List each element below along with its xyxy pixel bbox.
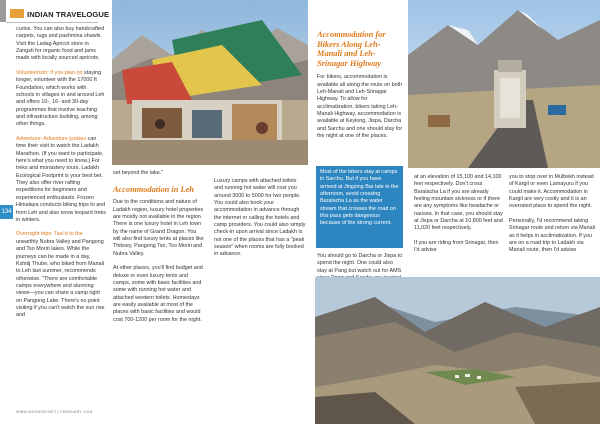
paragraph: Volunteerism: If you plan on staying longer, volunteer with the 17000 ft Foundation, which works with schools in villages in and around Leh and offers 10-, 16- and 30-day programmes that involve teaching and infrastructure building, among other things. — [16, 70, 105, 128]
section-heading: Accommodation for Bikers Along Leh-Manali and Leh-Srinagar Highway — [317, 30, 386, 68]
paragraph-lead: Overnight trips: Taxi it to the — [16, 231, 83, 238]
column-3 — [214, 178, 306, 266]
section-title: INDIAN TRAVELOGUE — [27, 10, 110, 19]
camp-photo — [112, 0, 308, 165]
column-2 — [113, 170, 205, 331]
column-5 — [414, 174, 504, 262]
page-number: 134 — [0, 205, 13, 219]
column-1 — [16, 26, 106, 327]
footer: WWW.WISHESH.NET | FEBRUARY 2018 — [16, 410, 93, 414]
paragraph: you to stop over in Mulbekh instead of Kargil or even Lamayuru if you could make it. Accommodation in Kargil are very costly and it is an overrated place to spend the night. — [509, 174, 594, 210]
paragraph: If you are riding from Srinagar, then I'd advise — [414, 240, 499, 254]
column-6 — [509, 174, 595, 262]
paragraph: You should go to Darcha or Jispa to spend the night. One could also stay at Pang but watch out for AMS — [317, 253, 403, 274]
paragraph: Due to the conditions and nature of Ladakh region, luxury hotel properties are mostly not available in the region. There is one luxury hotel in Leh town by the name of Grand Dragon. You will also find luxury tents at places like Thiksey, Pangong Tso, Tso Moriri and Nubra Valley. — [113, 199, 204, 257]
section-heading: Accommodation in Leh — [113, 184, 194, 194]
paragraph: Personally, I'd recommend taking Srinagar route and return via Manali as it helps in acclimatization. If you are on a road trip to Ladakh via Manali route, then I'd advise — [509, 218, 595, 254]
header-rule — [6, 22, 98, 23]
paragraph: For bikers, accommodation is available all along the route on both Leh-Manali and Leh-Srinagar Highway. To allow for acclimatization, bikers taking Leh-Manali Highway, accommodation is available at Keylong, Jispa, Darcha and Sarchu and one should stay for the night at one of the places. — [317, 74, 403, 140]
column-4 — [317, 30, 403, 148]
header-accent-block — [10, 9, 24, 18]
paragraph: at an elevation of 15,100 and 14,100 feet respectively. Don't cross Baralacha La if you are already feeling mountain sickness or if there are any symptoms like headache or nausea. In that case, you should stay at Jispa or Darcha at 10,800 feet and 11,020 feet respectively. — [414, 174, 504, 232]
paragraph: set beyond the lake." — [113, 170, 164, 176]
highway-photo — [408, 0, 600, 168]
paragraph: At other places, you'll find budget and deluxe or even luxury tents and camps, some with basic facilities and some with running hot water and attached western toilets. Homestays are easily available at most of the places with basic facilities and would cost 700-1200 per room for the night. — [113, 265, 203, 323]
paragraph: curios. You can also buy handcrafted carpets, rugs and pashmina shawls. Visit the Ladag Apricot store in Zangsti for organic food and jams made with locally sourced apricots. — [16, 26, 105, 62]
highlight-box — [316, 166, 403, 248]
paragraph: Luxury camps with attached toilets and running hot water will cost you around 3000 to 5000 for two people. You could also book your accommodation in advance through the internet or calling the hotels and camp providers. You could also simply check-in upon arrival since Ladakh is not one of the places that has a "peak season" when rooms are fully booked in advance. — [214, 178, 306, 258]
header-side-bar — [0, 0, 6, 22]
paragraph-lead: Adventure: Adventure junkies — [16, 136, 87, 143]
paragraph: Adventure: Adventure junkies can time their visit to watch the Ladakh Marathon. (If you want to participate, here's what you need to know.) For treks and monastery tours, Ladakh Ecological Footprint is your best bet. They also offer river rafting expeditions for beginners and experienced enthusiasts. Frozen Himalaya conducts biking trips to and from Leh and also snow leopard treks in winters. — [16, 136, 106, 223]
valley-photo — [315, 277, 600, 424]
paragraph: Overnight trips: Taxi it to the unearthly Nubra Valley and Pangong and Tso Moriri lakes. While the journeys can be made in a day, Kshitij Thube, who biked from Manali to Leh last summer, recommends otherwise. "There are comfortable camps everywhere and stunning views—you can share a camp right on Pangong Lake. There's no point visiting if you can't watch the sun rise and — [16, 231, 105, 319]
paragraph-lead: Volunteerism: If you plan on — [16, 70, 83, 77]
highlight-text: Most of the bikers stay at camps in Sarchu. But if you have arrived at Jingzing Bar late in the afternoon, avoid crossing Baralacha La as the water stream that crosses the road on this pass gets dangerous because of the strong current. — [320, 169, 399, 227]
